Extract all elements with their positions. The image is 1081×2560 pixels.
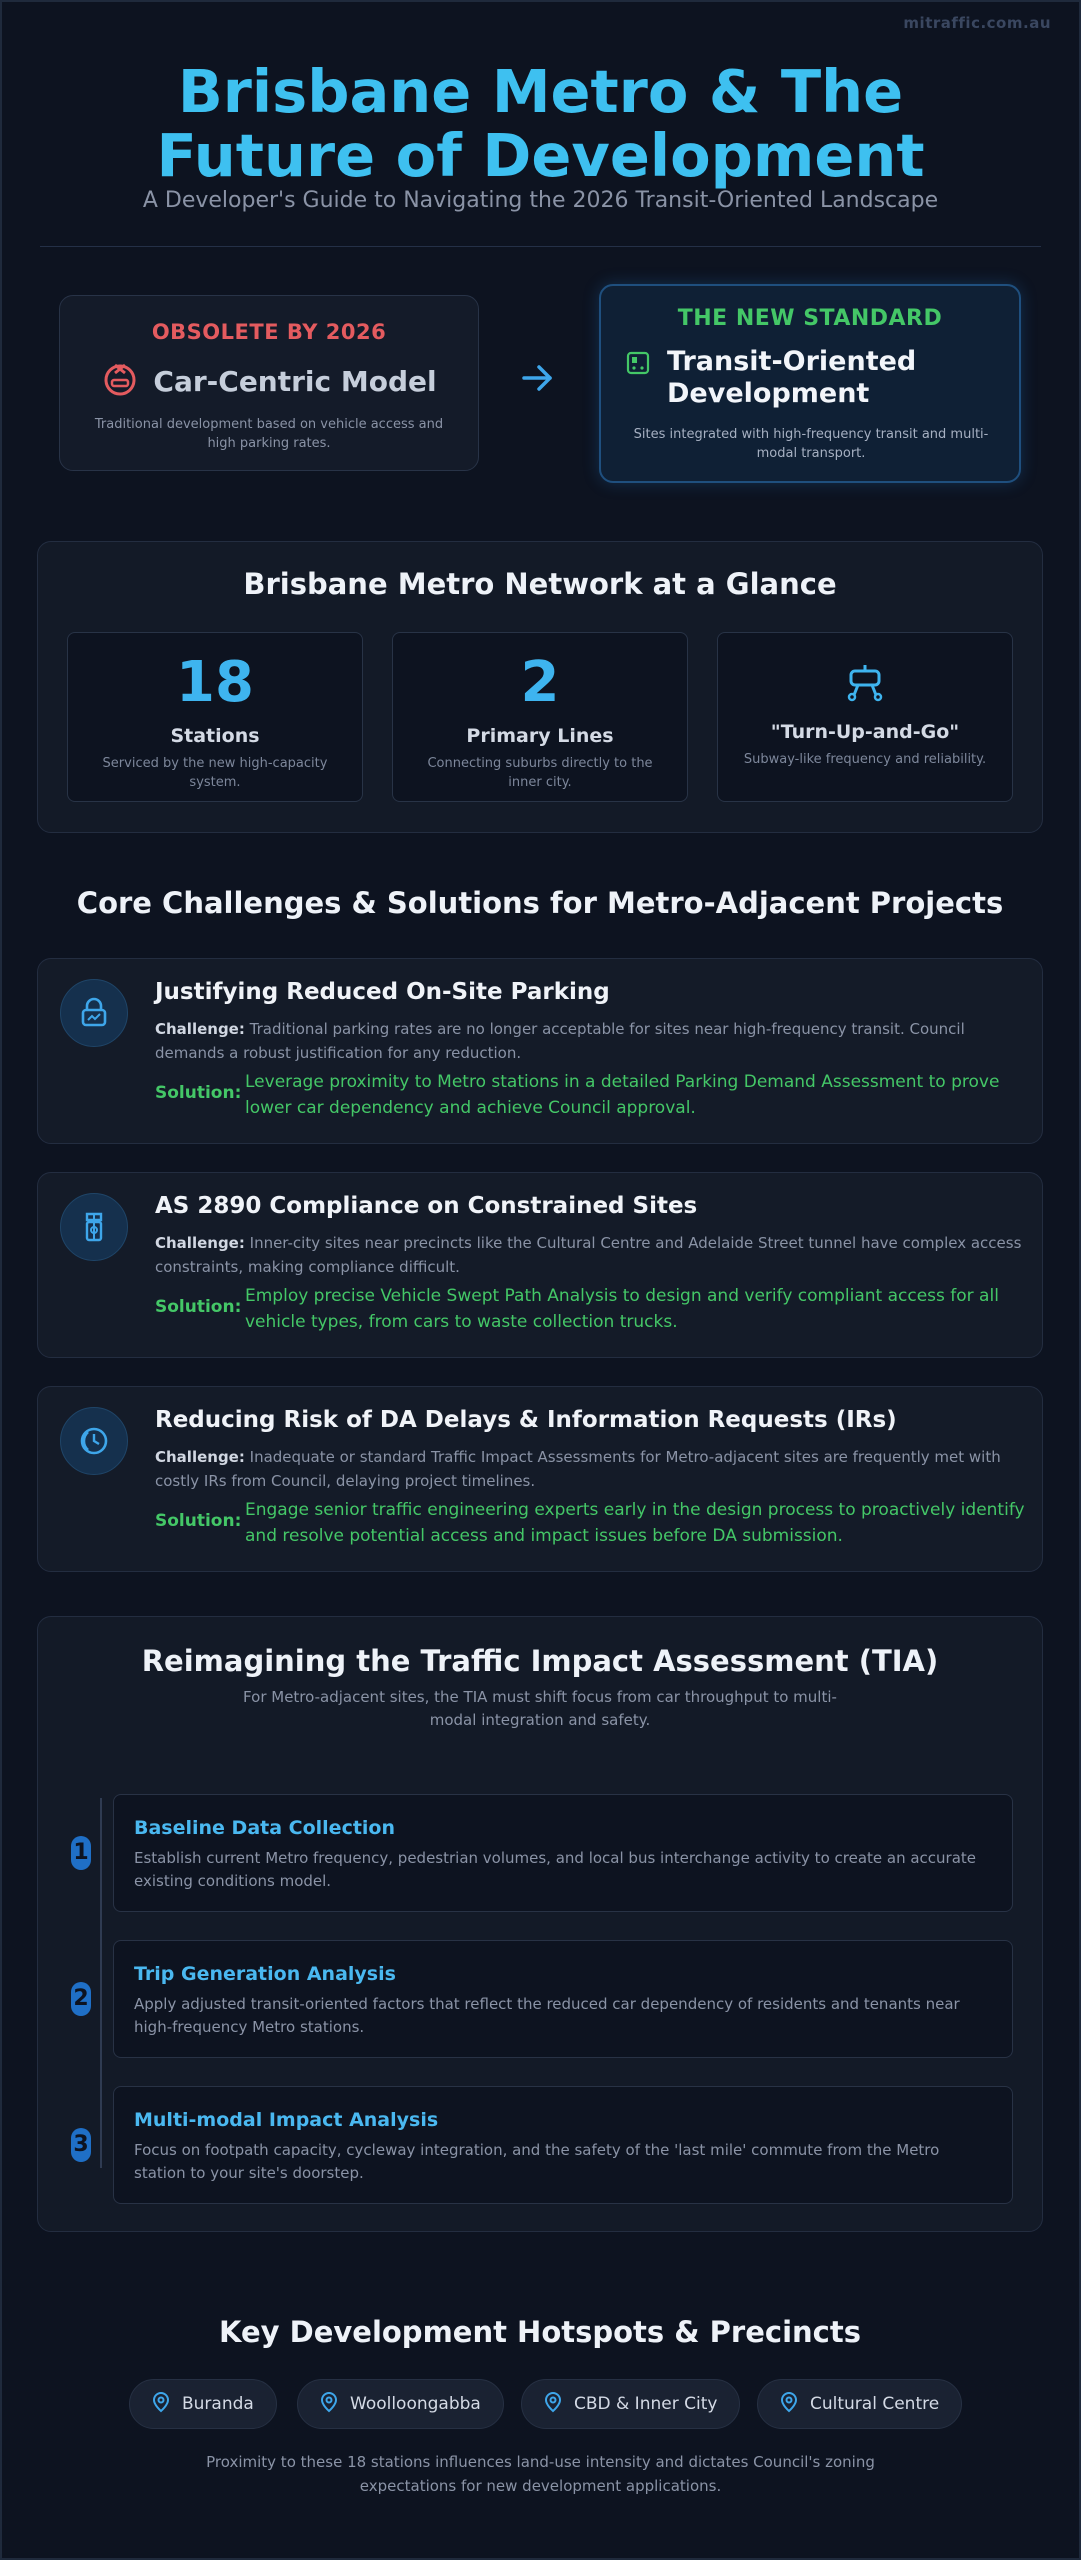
solution-text: Employ precise Vehicle Swept Path Analysis to design and verify compliant access for all vehicle types, from cars to waste collection trucks.: [245, 1286, 999, 1332]
challenge-title: Reducing Risk of DA Delays & Information Requests (IRs): [155, 1407, 897, 1433]
step-desc: Apply adjusted transit-oriented factors that reflect the reduced car dependency of residents and tenants near high-frequency Metro stations.: [134, 1995, 960, 2037]
solution-text: Engage senior traffic engineering experts early in the design process to proactively identify and resolve potential access and impact issues before DA submission.: [245, 1500, 1025, 1546]
step-number: 3: [71, 2128, 91, 2162]
chip-cbd-inner-city[interactable]: [521, 2379, 740, 2429]
obsolete-model-desc: Traditional development based on vehicle access and high parking rates.: [94, 417, 444, 451]
arrow-right-icon: [518, 358, 558, 398]
step-title: Baseline Data Collection: [134, 1817, 396, 1839]
obsolete-model-card: [59, 295, 479, 471]
challenge-label: Challenge:: [155, 1020, 245, 1038]
chip-label: Woolloongabba: [350, 2394, 481, 2414]
new-standard-desc: Sites integrated with high-frequency transit and multi-modal transport.: [633, 427, 989, 461]
challenge-label: Challenge:: [155, 1448, 245, 1466]
new-standard-title: Transit-Oriented Development: [667, 346, 917, 410]
clock-shield-icon: [60, 1407, 128, 1475]
solution-label: Solution:: [155, 1083, 242, 1103]
challenge-title: AS 2890 Compliance on Constrained Sites: [155, 1193, 698, 1219]
obsolete-model-title: Car-Centric Model: [153, 364, 437, 398]
chip-label: Buranda: [182, 2394, 254, 2414]
stat-label: Stations: [170, 725, 260, 747]
tia-steps: [37, 1616, 1043, 2232]
new-standard-card: [599, 284, 1021, 483]
chip-buranda[interactable]: [129, 2379, 277, 2429]
chip-label: Cultural Centre: [810, 2394, 940, 2414]
challenge-card-parking: [37, 958, 1043, 1144]
stat-frequency: [717, 632, 1013, 802]
page-title: Brisbane Metro & The Future of Development: [156, 57, 925, 190]
challenge-body: Inadequate or standard Traffic Impact Assessments for Metro-adjacent sites are frequently met with costly IRs from Council, delaying project timelines.: [155, 1448, 1001, 1490]
page-subtitle: A Developer's Guide to Navigating the 2026 Transit-Oriented Landscape: [142, 188, 939, 213]
stat-stations: [67, 632, 363, 802]
stat-desc: Connecting suburbs directly to the inner city.: [427, 756, 653, 790]
step-desc: Establish current Metro frequency, pedestrian volumes, and local bus interchange activity to create an accurate existing conditions model.: [134, 1849, 977, 1891]
chip-woolloongabba[interactable]: [297, 2379, 504, 2429]
car-crossed-icon: [101, 360, 139, 402]
stat-desc: Subway-like frequency and reliability.: [743, 752, 987, 767]
tia-title: Reimagining the Traffic Impact Assessment (TIA): [141, 1644, 939, 1678]
challenge-text: [155, 1445, 1023, 1493]
challenge-card-compliance: [37, 1172, 1043, 1358]
stat-desc: Serviced by the new high-capacity system.: [102, 756, 328, 790]
location-pin-icon: [320, 2391, 338, 2418]
step-desc: Focus on footpath capacity, cycleway integration, and the safety of the 'last mile' commute from the Metro station to your site's doorstep.: [134, 2141, 940, 2183]
challenge-label: Challenge:: [155, 1234, 245, 1252]
location-pin-icon: [544, 2391, 562, 2418]
challenge-title: Justifying Reduced On-Site Parking: [155, 979, 610, 1005]
stat-value: 2: [520, 650, 560, 715]
solution-label: Solution:: [155, 1297, 242, 1317]
step-title: Trip Generation Analysis: [134, 1963, 396, 1985]
step-number: 1: [71, 1836, 91, 1870]
parking-lock-icon: [60, 979, 128, 1047]
solution-label: Solution:: [155, 1511, 242, 1531]
new-standard-tag: THE NEW STANDARD: [677, 306, 943, 331]
metro-train-icon: [718, 661, 1012, 709]
obsolete-tag: OBSOLETE BY 2026: [151, 320, 387, 344]
step-number: 2: [71, 1982, 91, 2016]
challenge-text: [155, 1231, 1023, 1279]
hotspots-title: Key Development Hotspots & Precincts: [219, 2315, 861, 2349]
challenge-body: Inner-city sites near precincts like the Cultural Centre and Adelaide Street tunnel have complex access constraints, making compliance difficult.: [155, 1234, 1022, 1276]
stat-label: Primary Lines: [466, 725, 614, 747]
location-pin-icon: [152, 2391, 170, 2418]
solution-text: Leverage proximity to Metro stations in a detailed Parking Demand Assessment to prove lower car dependency and achieve Council approval.: [245, 1072, 1000, 1118]
step-card-multimodal: [113, 2086, 1013, 2204]
chip-label: CBD & Inner City: [574, 2394, 718, 2414]
stat-label: "Turn-Up-and-Go": [770, 721, 960, 743]
network-title: Brisbane Metro Network at a Glance: [243, 567, 837, 601]
truck-path-icon: [60, 1193, 128, 1261]
stat-value: 18: [176, 650, 254, 715]
challenge-card-da-delays: [37, 1386, 1043, 1572]
tia-subtitle: For Metro-adjacent sites, the TIA must shift focus from car throughput to multi-modal integration and safety.: [243, 1688, 837, 1730]
chip-cultural-centre[interactable]: [757, 2379, 962, 2429]
site-watermark: mitraffic.com.au: [903, 14, 1051, 32]
train-icon: [625, 350, 651, 382]
step-card-trip-generation: [113, 1940, 1013, 2058]
step-card-baseline: [113, 1794, 1013, 1912]
challenge-body: Traditional parking rates are no longer acceptable for sites near high-frequency transit. Council demands a robust justification for any reduction.: [155, 1020, 965, 1062]
stat-lines: [392, 632, 688, 802]
hotspots-footer: Proximity to these 18 stations influences land-use intensity and dictates Council's zoning expectations for new development applications.: [206, 2453, 875, 2495]
challenges-title: Core Challenges & Solutions for Metro-Adjacent Projects: [76, 886, 1004, 920]
location-pin-icon: [780, 2391, 798, 2418]
challenge-text: [155, 1017, 1023, 1065]
step-title: Multi-modal Impact Analysis: [134, 2109, 439, 2131]
divider: [40, 246, 1041, 247]
